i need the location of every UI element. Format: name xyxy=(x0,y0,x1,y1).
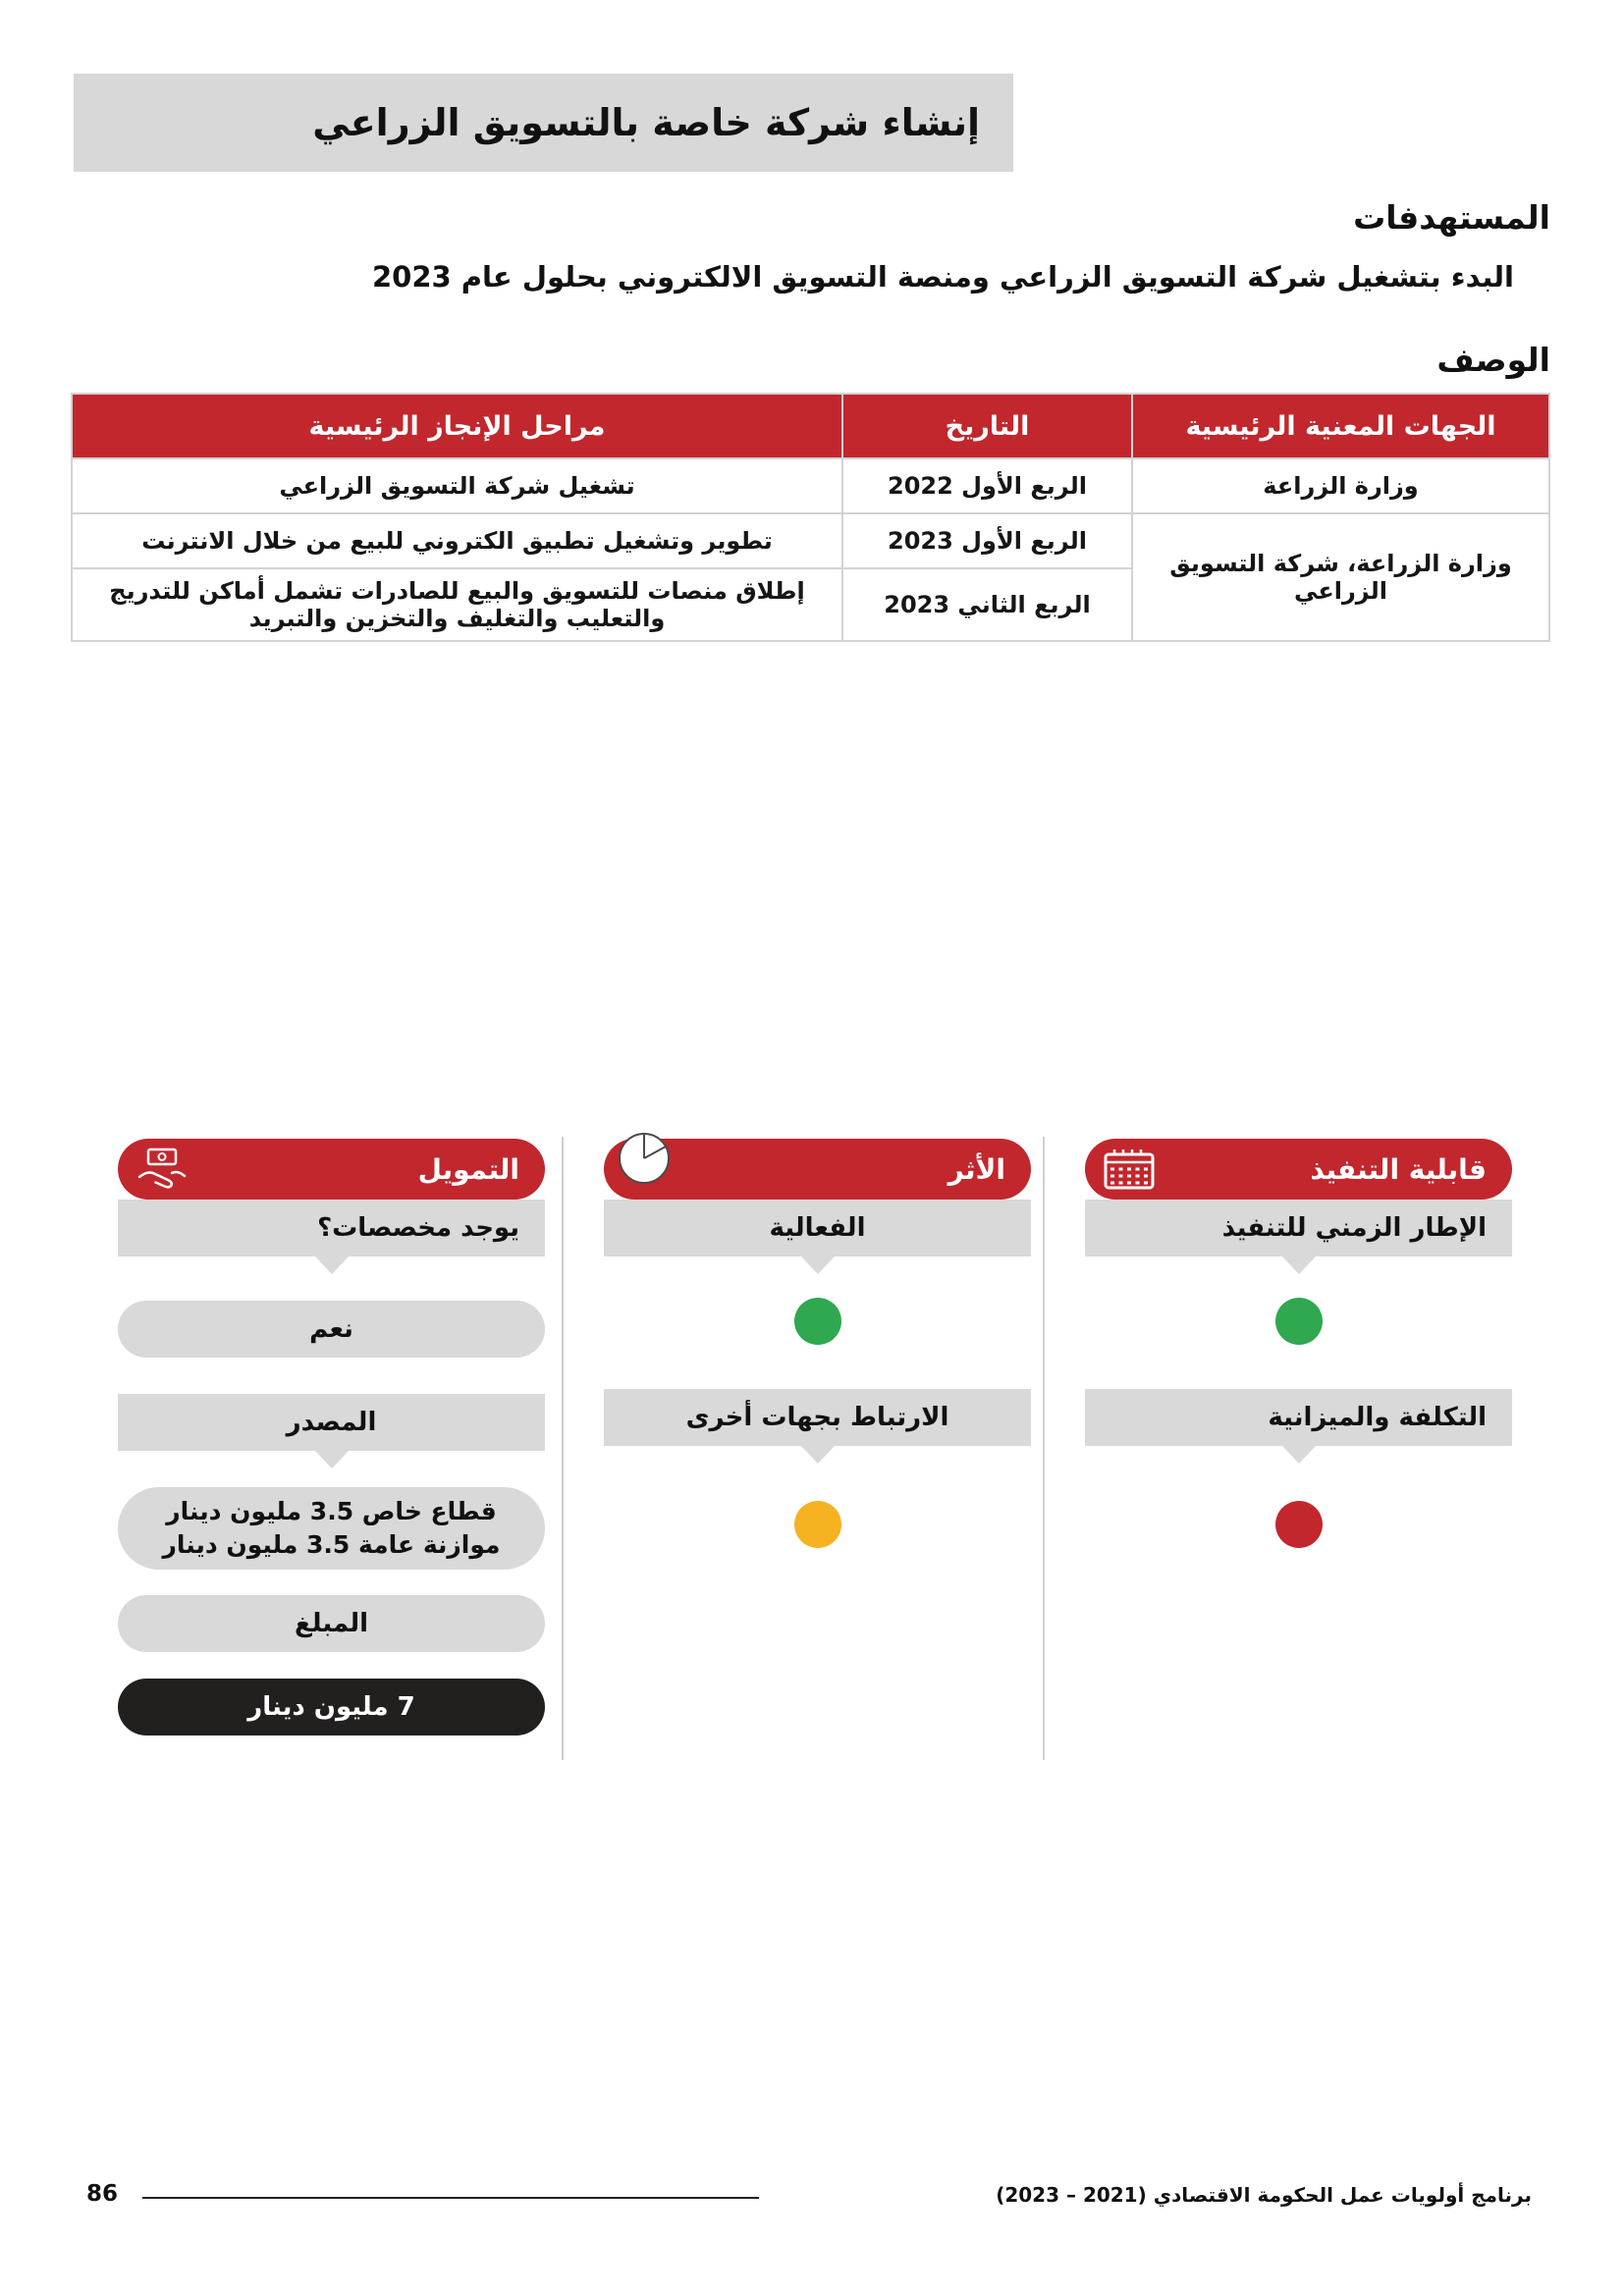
page-number: 86 xyxy=(86,2181,119,2207)
milestone-cell: إطلاق منصات للتسويق والبيع للصادرات تشمل أماكن للتدريج والتعليب والتغليف والتخزين والتبريد xyxy=(72,568,842,641)
milestone-cell: تطوير وتشغيل تطبيق الكتروني للبيع من خلال الانترنت xyxy=(72,513,842,568)
calendar-icon xyxy=(1103,1147,1156,1192)
funding-card-title: التمويل xyxy=(417,1152,519,1186)
source-label: المصدر xyxy=(286,1408,377,1437)
title-bar xyxy=(74,74,1013,172)
footer-program-title: برنامج أولويات عمل الحكومة الاقتصادي (2021 – 2023) xyxy=(996,2183,1532,2207)
cost-budget-status-indicator xyxy=(1275,1501,1323,1548)
table-row xyxy=(72,458,1549,513)
description-heading: الوصف xyxy=(1436,341,1550,379)
feasibility-card-header xyxy=(1085,1139,1512,1200)
pointer-tail xyxy=(801,1446,835,1464)
milestone-cell: تشغيل شركة التسويق الزراعي xyxy=(72,458,842,513)
amount-value: 7 مليون دينار xyxy=(247,1692,415,1722)
funding-card xyxy=(118,1139,545,1735)
column-divider xyxy=(562,1137,564,1760)
impact-card-header xyxy=(604,1139,1031,1200)
pie-chart-icon xyxy=(616,1130,673,1187)
timeline-label-box xyxy=(1085,1200,1512,1256)
feasibility-card-title: قابلية التنفيذ xyxy=(1310,1152,1487,1186)
date-cell: الربع الأول 2023 xyxy=(842,513,1132,568)
allocation-question-box xyxy=(118,1200,545,1256)
column-header-date: التاريخ xyxy=(842,394,1132,458)
pointer-tail xyxy=(1282,1446,1316,1464)
column-header-entities: الجهات المعنية الرئيسية xyxy=(1132,394,1549,458)
linkage-status-indicator xyxy=(794,1501,841,1548)
table-row xyxy=(72,513,1549,568)
linkage-label: الارتباط بجهات أخرى xyxy=(685,1403,949,1432)
targets-text: البدء بتشغيل شركة التسويق الزراعي ومنصة التسويق الالكتروني بحلول عام 2023 xyxy=(371,260,1514,294)
source-value-line: قطاع خاص 3.5 مليون دينار xyxy=(166,1497,497,1525)
allocation-question-label: يوجد مخصصات؟ xyxy=(317,1213,519,1243)
targets-heading: المستهدفات xyxy=(1353,198,1550,237)
amount-label-capsule xyxy=(118,1595,545,1652)
cost-budget-label-box xyxy=(1085,1389,1512,1446)
date-cell: الربع الأول 2022 xyxy=(842,458,1132,513)
footer-rule xyxy=(142,2197,759,2199)
entity-cell: وزارة الزراعة xyxy=(1132,458,1549,513)
source-label-box xyxy=(118,1394,545,1451)
hands-money-icon xyxy=(135,1147,189,1192)
effectiveness-status-indicator xyxy=(794,1298,841,1345)
date-cell: الربع الثاني 2023 xyxy=(842,568,1132,641)
amount-label: المبلغ xyxy=(294,1609,369,1638)
allocation-answer-label: نعم xyxy=(309,1314,353,1344)
effectiveness-label-box xyxy=(604,1200,1031,1256)
cost-budget-label: التكلفة والميزانية xyxy=(1268,1403,1487,1432)
page-title: إنشاء شركة خاصة بالتسويق الزراعي xyxy=(312,101,980,144)
timeline-status-indicator xyxy=(1275,1298,1323,1345)
timeline-label: الإطار الزمني للتنفيذ xyxy=(1221,1213,1487,1243)
amount-value-capsule xyxy=(118,1679,545,1735)
column-divider xyxy=(1043,1137,1045,1760)
entity-cell-merged: وزارة الزراعة، شركة التسويق الزراعي xyxy=(1132,513,1549,641)
table-header-row xyxy=(72,394,1549,458)
description-table xyxy=(71,393,1550,642)
allocation-answer-capsule xyxy=(118,1301,545,1358)
pointer-tail xyxy=(801,1256,835,1274)
column-header-milestones: مراحل الإنجاز الرئيسية xyxy=(72,394,842,458)
pointer-tail xyxy=(315,1451,349,1468)
pointer-tail xyxy=(1282,1256,1316,1274)
effectiveness-label: الفعالية xyxy=(769,1213,866,1243)
impact-card xyxy=(604,1139,1031,1548)
pointer-tail xyxy=(315,1256,349,1274)
source-value-capsule xyxy=(118,1487,545,1570)
feasibility-card xyxy=(1085,1139,1512,1548)
source-value-line: موازنة عامة 3.5 مليون دينار xyxy=(162,1530,501,1559)
linkage-label-box xyxy=(604,1389,1031,1446)
impact-card-title: الأثر xyxy=(947,1152,1005,1186)
funding-card-header xyxy=(118,1139,545,1200)
